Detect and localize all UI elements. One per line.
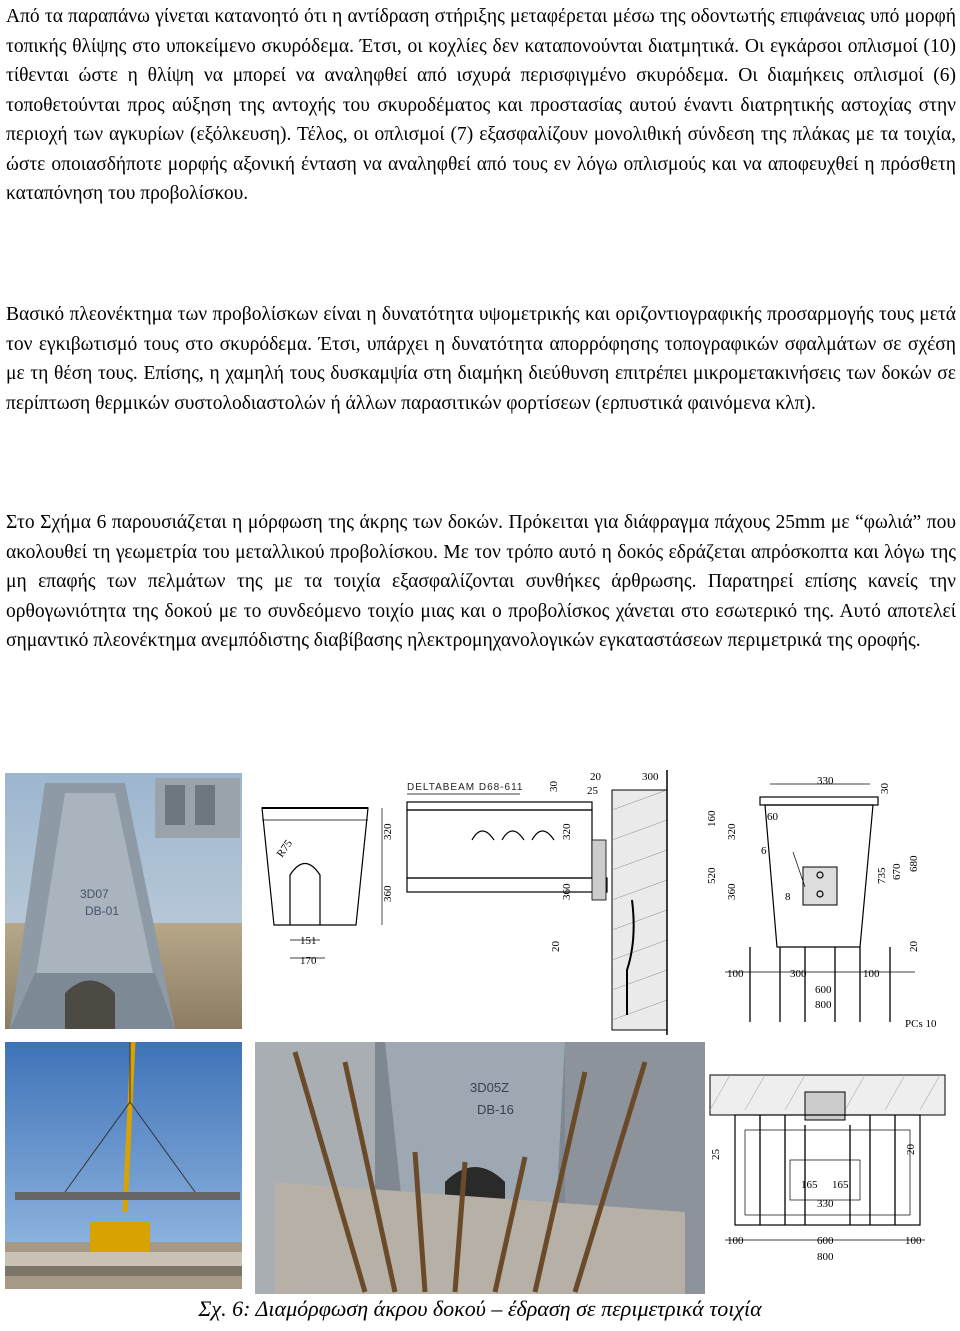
photo1-mark-1: 3D07 xyxy=(80,887,109,901)
dim-670-right: 670 xyxy=(891,863,903,880)
paragraph-3: Στο Σχήμα 6 παρουσιάζεται η μόρφωση της άκρης των δοκών. Πρόκειται για διάφραγμα πάχους 25mm με “φωλιά” που ακολουθεί τη γεωμετρία του μεταλλικού προβολίσκου. Με τον τρόπο αυτό η δοκός εδράζεται απρόσκοπτα και λόγω της μη επαφής των πελμάτων της με τα τοιχία εξασφαλίζονται συνθήκες άρθρωσης. Παρατηρεί επίσης κανείς την ορθογωνιότητα της δοκού με το συνδεόμενο τοιχίο μιας και ο προβολίσκος χάνεται στο εσωτερικό της. Αυτό αποτελεί σημαντικό πλεονέκτημα ανεμπόδιστης διαβίβασης ηλεκτρομηχανολογικών εγκαταστάσεων περιμετρικά της οροφής. xyxy=(6,512,956,651)
dim-600-right: 600 xyxy=(815,984,832,996)
figure-caption: Σχ. 6: Διαμόρφωση άκρου δοκού – έδραση σε περιμετρικά τοιχία xyxy=(198,1296,762,1321)
dim-360-mid: 360 xyxy=(561,883,573,900)
dim-300-right: 300 xyxy=(790,968,807,980)
photo3-mark-1: 3D05Z xyxy=(470,1080,510,1095)
drawing-deltabeam-section xyxy=(402,770,702,1035)
dim-800-bottom: 800 xyxy=(817,1251,834,1263)
dim-600-bottom: 600 xyxy=(817,1235,834,1247)
dim-radius: R75 xyxy=(274,837,295,860)
dim-800-right: 800 xyxy=(815,999,832,1011)
dim-320-mid: 320 xyxy=(561,823,573,840)
dim-165-a: 165 xyxy=(801,1179,818,1191)
dim-320-left: 320 xyxy=(382,823,394,840)
dim-30-mid: 30 xyxy=(548,781,560,792)
dim-100-right-a: 100 xyxy=(727,968,744,980)
dim-20-mid: 20 xyxy=(590,771,601,783)
dim-360-left: 360 xyxy=(382,885,394,902)
photo-beam-in-wall xyxy=(255,1042,705,1294)
dim-8-right: 8 xyxy=(785,891,791,903)
dim-360-right: 360 xyxy=(726,883,738,900)
deltabeam-label: DELTABEAM D68-611 xyxy=(407,782,524,793)
dim-20-mid-bottom: 20 xyxy=(550,941,562,952)
dim-20-right: 20 xyxy=(908,941,920,952)
dim-680-right: 680 xyxy=(908,855,920,872)
dim-320-right: 320 xyxy=(726,823,738,840)
dim-100-right-b: 100 xyxy=(863,968,880,980)
dim-100-bottom-a: 100 xyxy=(727,1235,744,1247)
drawing-end-elevation xyxy=(250,800,400,970)
dim-330-right: 330 xyxy=(817,775,834,787)
drawing-support-plan xyxy=(705,1070,955,1265)
dim-165-b: 165 xyxy=(832,1179,849,1191)
dim-330-bottom: 330 xyxy=(817,1198,834,1210)
dim-20-bottom: 20 xyxy=(905,1144,917,1155)
photo-crane-lifting xyxy=(5,1042,242,1289)
dim-151: 151 xyxy=(300,935,317,947)
dim-160-right: 160 xyxy=(706,810,718,827)
drawing-support-elevation xyxy=(705,772,955,1032)
dim-25-bottom: 25 xyxy=(710,1149,722,1160)
photo3-mark-2: DB-16 xyxy=(477,1102,514,1117)
dim-300-mid: 300 xyxy=(642,771,659,783)
dim-60-right: 60 xyxy=(767,811,778,823)
photo1-mark-2: DB-01 xyxy=(85,904,120,918)
dim-735-right: 735 xyxy=(876,867,888,884)
dim-25-mid: 25 xyxy=(587,785,598,797)
dim-30-right: 30 xyxy=(879,783,891,794)
dim-6-right: 6 xyxy=(761,845,767,857)
paragraph-2: Βασικό πλεονέκτημα των προβολίσκων είναι η δυνατότητα υψομετρικής και οριζοντιογραφικής προσαρμογής τους μετά τον εγκιβωτισμό τους στο σκυρόδεμα. Έτσι, υπάρχει η δυνατότητα απορρόφησης τοπογραφικών σφαλμάτων σε σχέση με τη θέση τους. Επίσης, η χαμηλή τους δυσκαμψία στη διαμήκη διεύθυνση επιτρέπει μικρομετακινήσεις των δοκών σε περίπτωση θερμικών συστολοδιαστολών ή άλλων παρασιτικών φορτίσεων (ερπυστικά φαινόμενα κλπ). xyxy=(6,304,956,414)
paragraph-1: Από τα παραπάνω γίνεται κατανοητό ότι η αντίδραση στήριξης μεταφέρεται μέσω της οδοντωτής επιφάνειας υπό μορφή τοπικής θλίψης στο υποκείμενο σκυρόδεμα. Έτσι, οι κοχλίες δεν καταπονούνται διατμητικά. Οι εγκάρσοι οπλισμοί (10) τίθενται ώστε η θλίψη να μπορεί να αναληφθεί από ισχυρά περισφιγμένο σκυρόδεμα. Οι διαμήκεις οπλισμοί (6) τοποθετούνται προς αύξηση της αντοχής του σκυροδέματος και προστασίας αυτού έναντι διατρητικής αστοχίας στην περιοχή των αγκυρίων (εξόλκευση). Τέλος, οι οπλισμοί (7) εξασφαλίζουν μονολιθική σύνδεση της πλάκας με τα τοιχία, ώστε οποιασδήποτε μορφής αξονική ένταση να αναληφθεί από τους εν λόγω οπλισμούς και να αποφευχθεί η πρόσθετη καταπόνηση του προβολίσκου. xyxy=(6,6,956,204)
photo-beam-end xyxy=(5,773,242,1029)
note-pcs: PCs 10 xyxy=(905,1018,937,1030)
dim-170: 170 xyxy=(300,955,317,967)
dim-100-bottom-b: 100 xyxy=(905,1235,922,1247)
dim-520-right: 520 xyxy=(706,867,718,884)
